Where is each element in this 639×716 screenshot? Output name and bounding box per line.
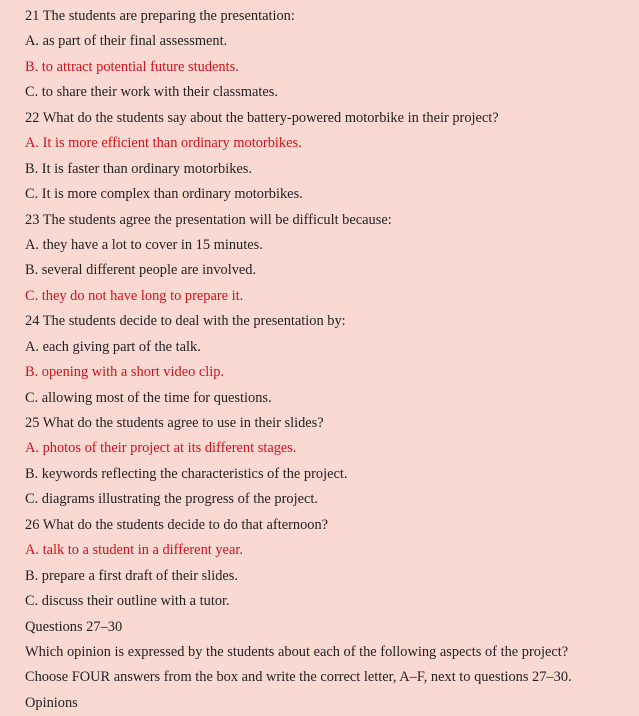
q21-answer-b: B. to attract potential future students. [25, 58, 239, 75]
section-heading-questions-27-30: Questions 27–30 [25, 618, 123, 635]
question-26: 26 What do the students decide to do that afternoon? [25, 516, 329, 533]
instruction-text: Which opinion is expressed by the students about each of the following aspects of the project? [25, 643, 569, 660]
q26-option-c: C. discuss their outline with a tutor. [25, 593, 230, 610]
q23-answer-c: C. they do not have long to prepare it. [25, 287, 244, 304]
instruction-choose-four: Choose FOUR answers from the box and write the correct letter, A–F, next to questions 27–30. [25, 669, 572, 686]
question-23: 23 The students agree the presentation will be difficult because: [25, 211, 392, 228]
q24-option-c: C. allowing most of the time for questions. [25, 389, 272, 406]
question-21: 21 The students are preparing the presentation: [25, 8, 295, 24]
question-22: 22 What do the students say about the battery-powered motorbike in their project? [25, 109, 499, 126]
q26-answer-a: A. talk to a student in a different year. [25, 542, 243, 559]
q21-option-c: C. to share their work with their classmates. [25, 84, 278, 101]
q23-option-a: A. they have a lot to cover in 15 minutes. [25, 236, 263, 253]
q25-option-c: C. diagrams illustrating the progress of the project. [25, 491, 318, 508]
q21-option-a: A. as part of their final assessment. [25, 33, 228, 50]
opinions-heading: Opinions [25, 694, 78, 711]
q26-option-b: B. prepare a first draft of their slides. [25, 567, 238, 584]
question-25: 25 What do the students agree to use in their slides? [25, 415, 324, 431]
q25-option-b: B. keywords reflecting the characteristics of the project. [25, 465, 348, 482]
question-24: 24 The students decide to deal with the presentation by: [25, 313, 346, 330]
q24-option-a: A. each giving part of the talk. [25, 338, 201, 355]
q22-option-b: B. It is faster than ordinary motorbikes. [25, 160, 253, 177]
q22-option-c: C. It is more complex than ordinary motorbikes. [25, 186, 303, 203]
q24-answer-b: B. opening with a short video clip. [25, 364, 225, 381]
q22-answer-a: A. It is more efficient than ordinary motorbikes. [25, 135, 302, 152]
q25-answer-a: A. photos of their project at its different stages. [25, 440, 297, 457]
q23-option-b: B. several different people are involved. [25, 262, 257, 279]
